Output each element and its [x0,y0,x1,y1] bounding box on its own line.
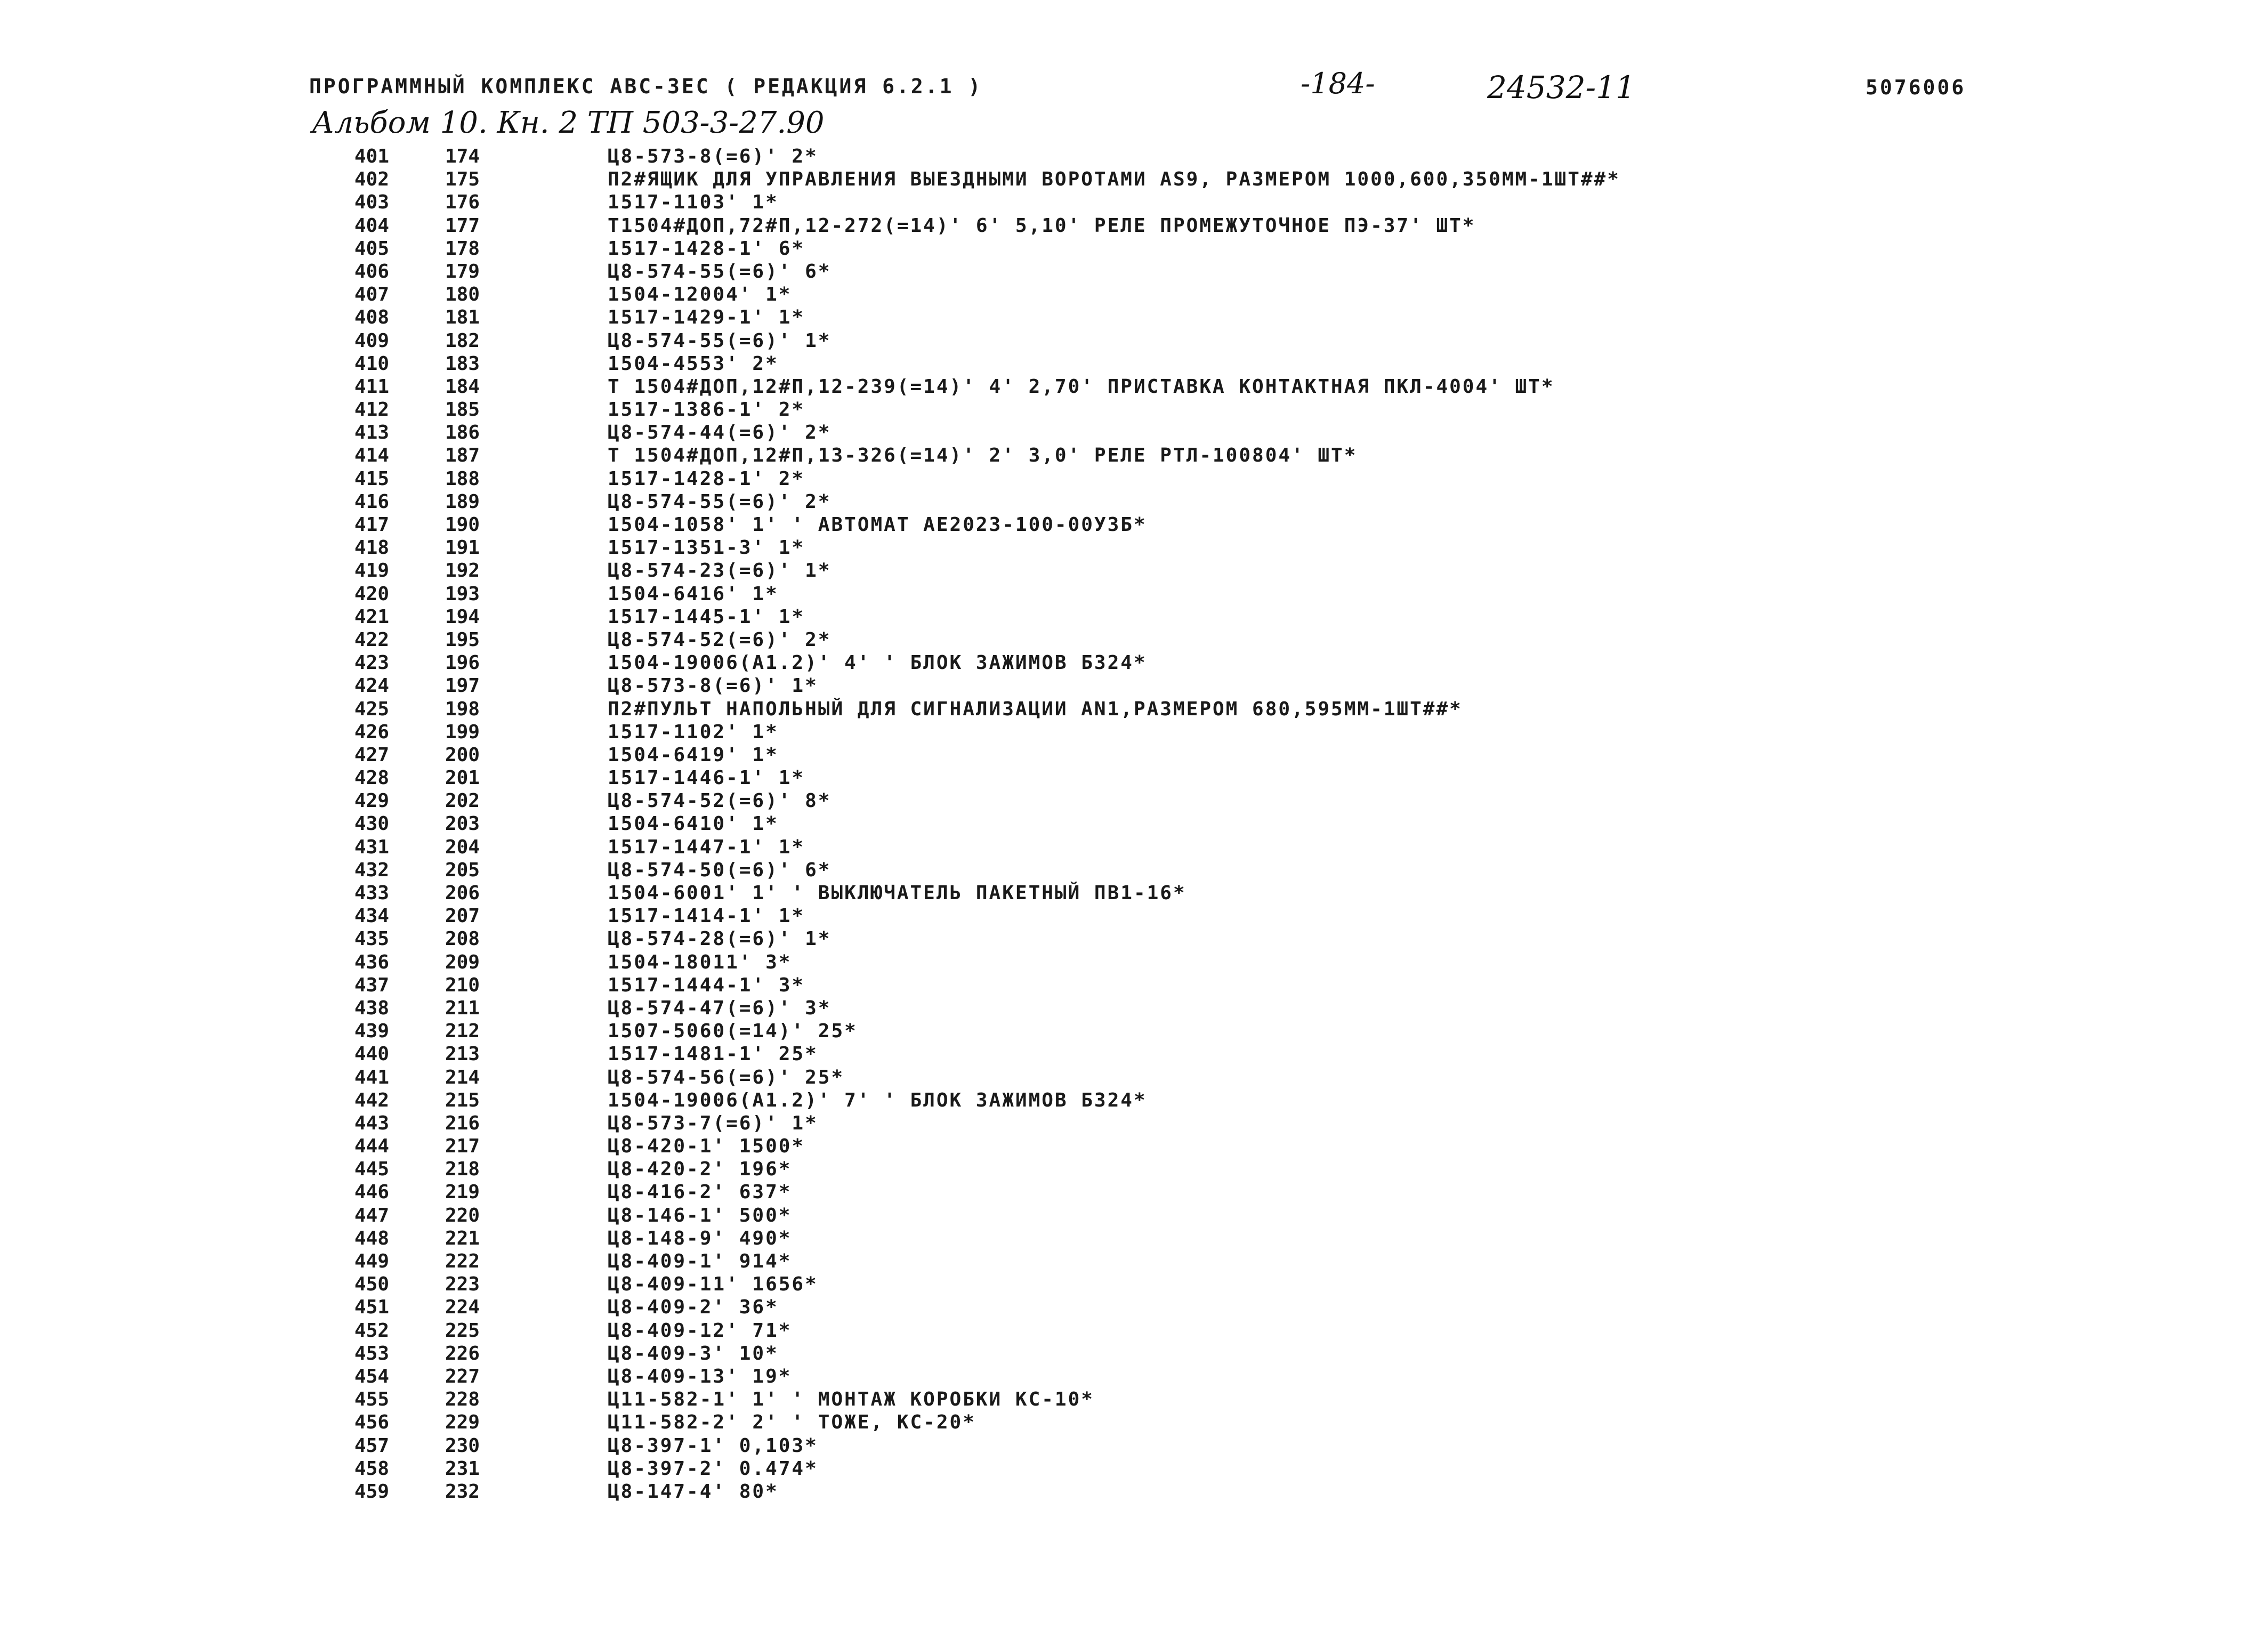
listing-row [0,260,2268,283]
listing-row [0,1158,2268,1181]
item-number: 214 [445,1066,480,1088]
listing-row [0,1066,2268,1089]
line-number: 417 [354,514,389,536]
listing-row [0,721,2268,744]
listing-row [0,1043,2268,1065]
item-number: 204 [445,836,480,858]
line-number: 419 [354,560,389,582]
line-number: 410 [354,352,389,375]
item-number: 184 [445,375,480,398]
item-number: 199 [445,721,480,743]
entry-text: Ц8-146-1' 500* [608,1204,792,1226]
entry-text: Ц8-574-55(=6)' 6* [608,260,832,282]
entry-text: 1504-12004' 1* [608,284,792,306]
item-number: 200 [445,744,480,766]
entry-text: Ц8-409-2' 36* [608,1296,779,1319]
line-number: 430 [354,813,389,835]
item-number: 210 [445,974,480,996]
listing-row [0,237,2268,260]
listing-row [0,1135,2268,1158]
entry-text: Ц8-409-1' 914* [608,1250,792,1272]
item-number: 185 [445,399,480,421]
line-number: 454 [354,1365,389,1387]
entry-text: 1504-6410' 1* [608,813,779,835]
listing-row [0,974,2268,997]
line-number: 406 [354,260,389,282]
entry-text: Ц8-573-8(=6)' 2* [608,146,818,167]
item-number: 219 [445,1181,480,1204]
line-number: 429 [354,790,389,812]
entry-text: 1504-19006(А1.2)' 4' ' БЛОК ЗАЖИМОВ Б324* [608,652,1147,674]
listing-row [0,651,2268,674]
line-number: 432 [354,859,389,881]
listing-row [0,306,2268,329]
entry-text: Т 1504#ДОП,12#П,12-239(=14)' 4' 2,70' ПРИСТАВКА КОНТАКТНАЯ ПКЛ-4004' ШТ* [608,375,1555,398]
listing-row [0,1204,2268,1227]
entry-text: Ц8-147-4' 80* [608,1480,779,1503]
line-number: 438 [354,997,389,1019]
line-number: 434 [354,905,389,927]
item-number: 196 [445,652,480,674]
entry-text: Т 1504#ДОП,12#П,13-326(=14)' 2' 3,0' РЕЛЕ РТЛ-100804' ШТ* [608,445,1358,467]
item-number: 174 [445,146,480,167]
line-number: 428 [354,767,389,789]
line-number: 440 [354,1043,389,1065]
page-number: -184- [1301,67,1375,100]
line-number: 409 [354,329,389,352]
item-number: 222 [445,1250,480,1272]
entry-text: 1504-6419' 1* [608,744,779,766]
line-number: 423 [354,652,389,674]
item-number: 225 [445,1319,480,1342]
listing-row [0,859,2268,882]
item-number: 217 [445,1135,480,1158]
line-number: 449 [354,1250,389,1272]
line-number: 407 [354,284,389,306]
line-number: 416 [354,490,389,513]
line-number: 424 [354,675,389,697]
line-number: 421 [354,605,389,628]
entry-text: 1517-1445-1' 1* [608,605,805,628]
item-number: 188 [445,467,480,490]
entry-text: 1517-1351-3' 1* [608,537,805,559]
line-number: 413 [354,422,389,444]
item-number: 208 [445,928,480,950]
line-number: 451 [354,1296,389,1319]
item-number: 181 [445,306,480,329]
entry-text: П2#ЯЩИК ДЛЯ УПРАВЛЕНИЯ ВЫЕЗДНЫМИ ВОРОТАМИ AS9, РАЗМЕРОМ 1000,600,350ММ-1ШТ##* [608,168,1620,191]
line-number: 458 [354,1457,389,1480]
entry-text: 1517-1446-1' 1* [608,767,805,789]
entry-text: Ц8-409-13' 19* [608,1365,792,1387]
line-number: 450 [354,1273,389,1296]
entry-text: Ц8-574-56(=6)' 25* [608,1066,845,1088]
item-number: 183 [445,352,480,375]
listing-row [0,1411,2268,1434]
program-header: ПРОГРАММНЫЙ КОМПЛЕКС АВС-3ЕС ( РЕДАКЦИЯ 6.2.1 ) [309,75,983,98]
item-number: 232 [445,1480,480,1503]
listing-row [0,812,2268,835]
entry-text: Ц8-573-8(=6)' 1* [608,675,818,697]
entry-text: Ц8-573-7(=6)' 1* [608,1112,818,1134]
entry-text: Ц8-397-1' 0,103* [608,1434,818,1457]
line-number: 437 [354,974,389,996]
item-number: 226 [445,1342,480,1365]
entry-text: Ц8-420-1' 1500* [608,1135,805,1158]
item-number: 195 [445,628,480,651]
listing-row [0,1227,2268,1250]
line-number: 420 [354,583,389,605]
entry-text: Ц8-409-12' 71* [608,1319,792,1342]
entry-text: 1517-1414-1' 1* [608,905,805,927]
listing-row [0,1250,2268,1273]
line-number: 403 [354,191,389,214]
listing-row [0,789,2268,812]
listing-row [0,927,2268,950]
item-number: 215 [445,1089,480,1111]
entry-text: 1507-5060(=14)' 25* [608,1020,858,1043]
listing-row [0,744,2268,766]
entry-text: 1517-1428-1' 2* [608,467,805,490]
entry-text: Ц8-574-50(=6)' 6* [608,859,832,881]
entry-text: Ц8-397-2' 0.474* [608,1457,818,1480]
entry-text: Ц8-574-52(=6)' 8* [608,790,832,812]
item-number: 220 [445,1204,480,1226]
item-number: 206 [445,882,480,904]
item-number: 213 [445,1043,480,1065]
item-number: 224 [445,1296,480,1319]
line-number: 401 [354,146,389,167]
listing-row [0,1388,2268,1411]
line-number: 411 [354,375,389,398]
listing-row [0,674,2268,697]
entry-text: 1504-18011' 3* [608,951,792,973]
entry-text: 1504-1058' 1' ' АВТОМАТ АЕ2023-100-00У3Б* [608,514,1147,536]
document-number: 24532-11 [1487,69,1635,106]
item-number: 187 [445,445,480,467]
entry-text: 1517-1428-1' 6* [608,237,805,260]
listing-row [0,905,2268,927]
line-number: 441 [354,1066,389,1088]
line-number: 446 [354,1181,389,1204]
listing-row [0,214,2268,237]
item-number: 209 [445,951,480,973]
listing-row [0,1434,2268,1457]
entry-text: Ц8-574-55(=6)' 2* [608,490,832,513]
listing-row [0,583,2268,605]
item-number: 191 [445,537,480,559]
entry-text: 1517-1447-1' 1* [608,836,805,858]
item-number: 178 [445,237,480,260]
listing-row [0,1296,2268,1319]
line-number: 445 [354,1158,389,1181]
line-number: 412 [354,399,389,421]
item-number: 193 [445,583,480,605]
entry-text: Ц11-582-2' 2' ' ТОЖЕ, КС-20* [608,1411,976,1434]
listing-row [0,997,2268,1020]
listing-row [0,513,2268,536]
entry-text: 1517-1429-1' 1* [608,306,805,329]
entry-text: Ц8-574-55(=6)' 1* [608,329,832,352]
item-number: 186 [445,422,480,444]
entry-text: Ц8-574-44(=6)' 2* [608,422,832,444]
entry-text: Ц8-574-52(=6)' 2* [608,628,832,651]
line-number: 457 [354,1434,389,1457]
entry-text: 1504-6416' 1* [608,583,779,605]
item-number: 198 [445,698,480,720]
line-number: 415 [354,467,389,490]
item-number: 223 [445,1273,480,1296]
item-number: 182 [445,329,480,352]
listing-row [0,836,2268,859]
album-note: Альбом 10. Кн. 2 ТП 503-3-27.90 [312,106,825,140]
entry-text: Ц8-416-2' 637* [608,1181,792,1204]
item-number: 229 [445,1411,480,1434]
listing-row [0,1365,2268,1388]
entry-text: Ц8-409-3' 10* [608,1342,779,1365]
item-number: 190 [445,514,480,536]
listing-row [0,1112,2268,1135]
listing-row [0,882,2268,905]
line-number: 436 [354,951,389,973]
listing-row [0,1480,2268,1503]
item-number: 197 [445,675,480,697]
line-number: 427 [354,744,389,766]
item-number: 205 [445,859,480,881]
line-number: 442 [354,1089,389,1111]
listing-row [0,398,2268,421]
item-number: 207 [445,905,480,927]
item-number: 218 [445,1158,480,1181]
line-number: 443 [354,1112,389,1134]
item-number: 230 [445,1434,480,1457]
listing-row [0,168,2268,191]
line-number: 405 [354,237,389,260]
entry-text: 1504-19006(А1.2)' 7' ' БЛОК ЗАЖИМОВ Б324* [608,1089,1147,1111]
listing-row [0,1181,2268,1204]
document-code: 5076006 [1866,76,1966,99]
line-number: 455 [354,1388,389,1411]
line-number: 448 [354,1227,389,1249]
entry-text: Ц8-409-11' 1656* [608,1273,818,1296]
entry-text: Ц8-420-2' 196* [608,1158,792,1181]
listing [0,145,2268,1503]
line-number: 414 [354,445,389,467]
item-number: 189 [445,490,480,513]
entry-text: Ц8-574-23(=6)' 1* [608,560,832,582]
listing-row [0,1319,2268,1342]
line-number: 447 [354,1204,389,1226]
line-number: 404 [354,214,389,237]
line-number: 402 [354,168,389,191]
item-number: 180 [445,284,480,306]
listing-row [0,559,2268,582]
listing-row [0,766,2268,789]
entry-text: 1504-6001' 1' ' ВЫКЛЮЧАТЕЛЬ ПАКЕТНЫЙ ПВ1-16* [608,882,1187,904]
entry-text: 1517-1102' 1* [608,721,779,743]
entry-text: Ц8-574-47(=6)' 3* [608,997,832,1019]
line-number: 431 [354,836,389,858]
item-number: 194 [445,605,480,628]
entry-text: 1517-1481-1' 25* [608,1043,818,1065]
item-number: 231 [445,1457,480,1480]
listing-row [0,605,2268,628]
item-number: 211 [445,997,480,1019]
item-number: 216 [445,1112,480,1134]
line-number: 452 [354,1319,389,1342]
line-number: 408 [354,306,389,329]
listing-row [0,467,2268,490]
listing-row [0,145,2268,168]
listing-row [0,329,2268,352]
listing-row [0,628,2268,651]
line-number: 439 [354,1020,389,1043]
item-number: 201 [445,767,480,789]
entry-text: 1504-4553' 2* [608,352,779,375]
entry-text: Ц8-574-28(=6)' 1* [608,928,832,950]
line-number: 459 [354,1480,389,1503]
item-number: 192 [445,560,480,582]
listing-row [0,490,2268,513]
entry-text: Ц11-582-1' 1' ' МОНТАЖ КОРОБКИ КС-10* [608,1388,1094,1411]
listing-row [0,1089,2268,1112]
line-number: 426 [354,721,389,743]
entry-text: Ц8-148-9' 490* [608,1227,792,1249]
listing-row [0,375,2268,398]
listing-row [0,536,2268,559]
listing-row [0,951,2268,974]
listing-row [0,1342,2268,1365]
listing-row [0,444,2268,467]
line-number: 456 [354,1411,389,1434]
item-number: 203 [445,813,480,835]
line-number: 435 [354,928,389,950]
entry-text: 1517-1444-1' 3* [608,974,805,996]
line-number: 418 [354,537,389,559]
line-number: 453 [354,1342,389,1365]
entry-text: Т1504#ДОП,72#П,12-272(=14)' 6' 5,10' РЕЛЕ ПРОМЕЖУТОЧНОЕ ПЭ-37' ШТ* [608,214,1476,237]
listing-row [0,421,2268,444]
line-number: 433 [354,882,389,904]
item-number: 228 [445,1388,480,1411]
item-number: 202 [445,790,480,812]
line-number: 444 [354,1135,389,1158]
item-number: 177 [445,214,480,237]
item-number: 175 [445,168,480,191]
listing-row [0,1273,2268,1296]
entry-text: 1517-1386-1' 2* [608,399,805,421]
listing-row [0,1457,2268,1480]
entry-text: П2#ПУЛЬТ НАПОЛЬНЫЙ ДЛЯ СИГНАЛИЗАЦИИ AN1,РАЗМЕРОМ 680,595ММ-1ШТ##* [608,698,1463,720]
listing-row [0,1020,2268,1043]
item-number: 179 [445,260,480,282]
item-number: 212 [445,1020,480,1043]
item-number: 227 [445,1365,480,1387]
line-number: 425 [354,698,389,720]
listing-row [0,283,2268,306]
item-number: 221 [445,1227,480,1249]
item-number: 176 [445,191,480,214]
listing-row [0,191,2268,214]
listing-row [0,352,2268,375]
listing-row [0,698,2268,721]
line-number: 422 [354,628,389,651]
entry-text: 1517-1103' 1* [608,191,779,214]
